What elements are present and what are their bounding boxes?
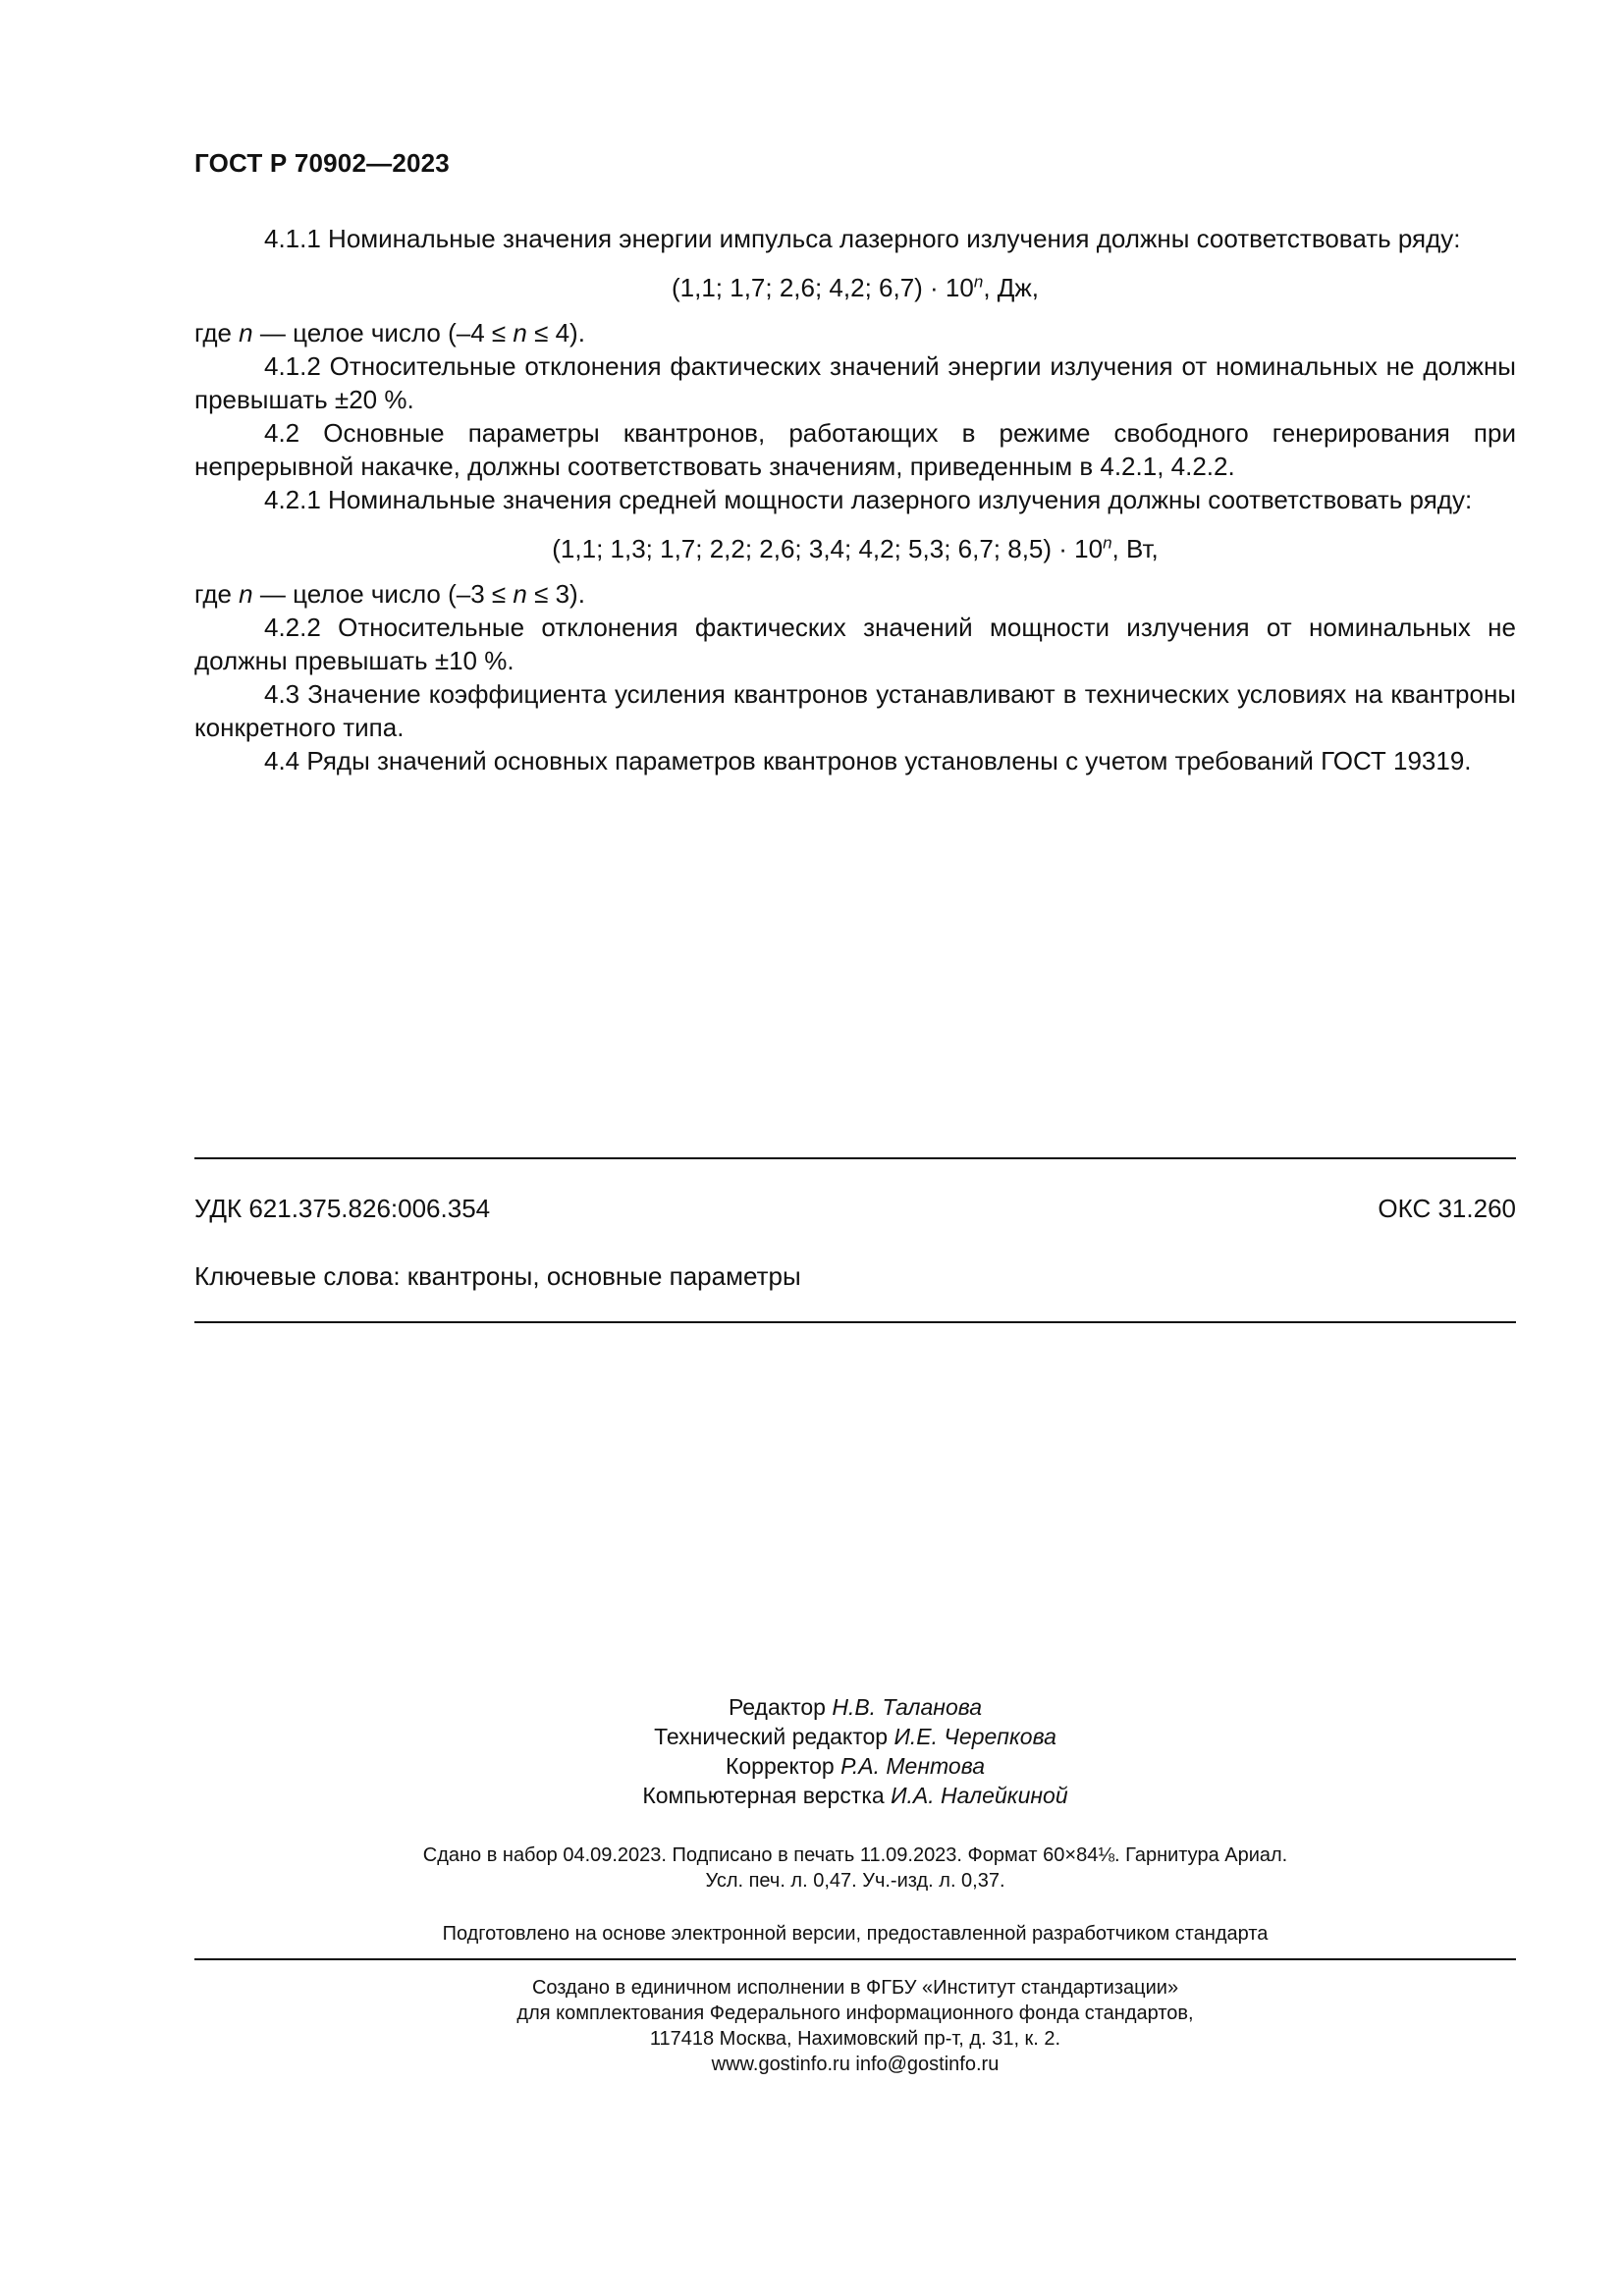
- where-post: ≤ 3).: [526, 579, 585, 609]
- paragraph-where-1: [194, 316, 1516, 349]
- paragraph-4-2-1: 4.2.1 Номинальные значения средней мощности лазерного излучения должны соответствовать ряду:: [264, 485, 1473, 514]
- publisher-line-4: www.gostinfo.ru info@gostinfo.ru: [711, 2054, 1000, 2075]
- formula-energy-main: (1,1; 1,7; 2,6; 4,2; 6,7) · 10: [672, 273, 974, 302]
- credit-editor: [194, 1692, 1516, 1722]
- credits-block: [194, 1692, 1516, 1810]
- document-header: ГОСТ Р 70902—2023: [194, 148, 450, 178]
- where-pre: где: [194, 579, 240, 609]
- paragraph-4-4: 4.4 Ряды значений основных параметров квантронов установлены с учетом требований ГОСТ 19319.: [264, 746, 1472, 775]
- paragraph-4-1-2: 4.1.2 Относительные отклонения фактических значений энергии излучения от номинальных не должны превышать ±20 %.: [194, 351, 1516, 414]
- where-var2: n: [513, 318, 527, 347]
- credit-layout: [194, 1781, 1516, 1810]
- credit-corrector: [194, 1751, 1516, 1781]
- credit-name: Н.В. Таланова: [832, 1694, 983, 1720]
- print-info-line-2: Усл. печ. л. 0,47. Уч.-изд. л. 0,37.: [705, 1870, 1005, 1892]
- credit-name: Р.А. Ментова: [840, 1753, 985, 1779]
- credit-role: Технический редактор: [654, 1724, 894, 1749]
- formula-power-main: (1,1; 1,3; 1,7; 2,2; 2,6; 3,4; 4,2; 5,3; 6,7; 8,5) · 10: [552, 534, 1104, 563]
- publisher-info: [194, 1975, 1516, 2077]
- oks-code: ОКС 31.260: [1378, 1194, 1516, 1223]
- where-post: ≤ 4).: [526, 318, 585, 347]
- paragraph-4-1-1: 4.1.1 Номинальные значения энергии импульса лазерного излучения должны соответствовать ряду:: [264, 224, 1461, 253]
- publisher-line-3: 117418 Москва, Нахимовский пр-т, д. 31, к. 2.: [649, 2028, 1061, 2050]
- publisher-line-1: Создано в единичном исполнении в ФГБУ «Институт стандартизации»: [531, 1977, 1179, 1999]
- credit-name: И.Е. Черепкова: [893, 1724, 1056, 1749]
- where-var: n: [239, 318, 253, 347]
- paragraph-4-2: 4.2 Основные параметры квантронов, работающих в режиме свободного генерирования при непрерывной накачке, должны соответствовать значениям, приведенным в 4.2.1, 4.2.2.: [194, 418, 1516, 481]
- paragraph-4-2-2: 4.2.2 Относительные отклонения фактических значений мощности излучения от номинальных не должны превышать ±10 %.: [194, 613, 1516, 675]
- where-mid: — целое число (–4 ≤: [252, 318, 514, 347]
- formula-energy-tail: , Дж,: [983, 273, 1039, 302]
- print-info: [194, 1842, 1516, 1894]
- divider-top: [194, 1157, 1516, 1159]
- keywords: Ключевые слова: квантроны, основные параметры: [194, 1261, 801, 1291]
- credit-role: Корректор: [725, 1753, 841, 1779]
- credit-role: Компьютерная верстка: [642, 1783, 892, 1808]
- paragraph-where-2: [194, 577, 1516, 611]
- prepared-note: Подготовлено на основе электронной версии, предоставленной разработчиком стандарта: [442, 1923, 1269, 1945]
- formula-energy-exponent: n: [973, 272, 984, 292]
- credit-tech-editor: [194, 1722, 1516, 1751]
- formula-power: [194, 532, 1516, 565]
- where-pre: где: [194, 318, 240, 347]
- formula-power-tail: , Вт,: [1111, 534, 1159, 563]
- credit-name: И.А. Налейкиной: [891, 1783, 1068, 1808]
- formula-power-exponent: n: [1103, 533, 1112, 553]
- where-var2: n: [513, 579, 527, 609]
- credit-role: Редактор: [728, 1694, 833, 1720]
- formula-energy: [194, 271, 1516, 304]
- publisher-line-2: для комплектования Федерального информационного фонда стандартов,: [516, 2002, 1194, 2024]
- where-mid: — целое число (–3 ≤: [252, 579, 514, 609]
- paragraph-4-3: 4.3 Значение коэффициента усиления квантронов устанавливают в технических условиях на квантроны конкретного типа.: [194, 679, 1516, 742]
- print-info-line-1: Сдано в набор 04.09.2023. Подписано в печать 11.09.2023. Формат 60×84⅛. Гарнитура Ариал.: [422, 1844, 1288, 1866]
- where-var: n: [239, 579, 253, 609]
- divider-bottom: [194, 1321, 1516, 1323]
- document-body: [194, 222, 1516, 777]
- divider-footer: [194, 1958, 1516, 1960]
- udk-code: УДК 621.375.826:006.354: [194, 1194, 491, 1223]
